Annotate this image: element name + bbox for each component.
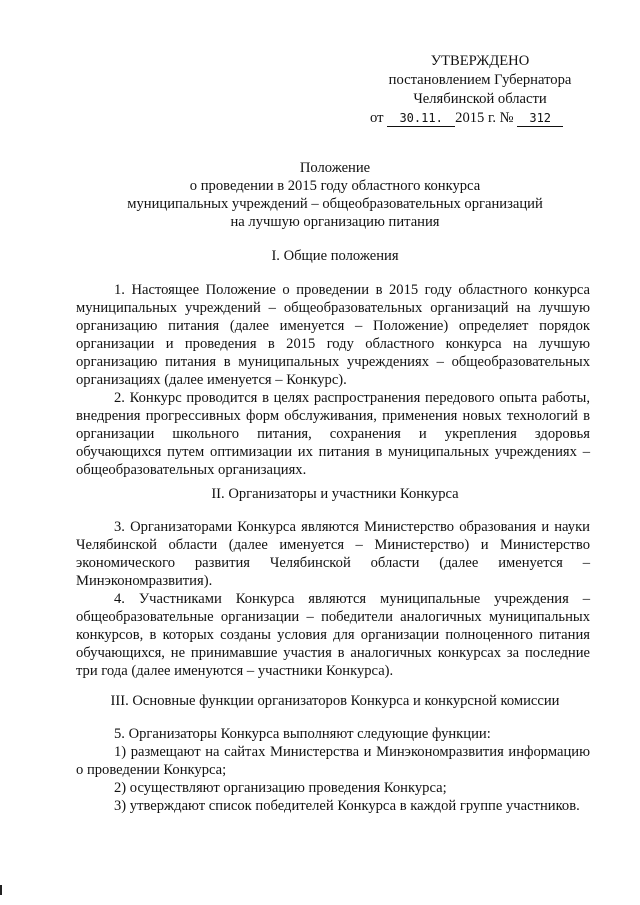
approval-stamp	[360, 52, 600, 128]
scan-edge-mark	[0, 885, 2, 895]
approval-decree-line: постановлением Губернатора	[388, 72, 572, 88]
section-heading-1: I. Общие положения	[271, 248, 399, 264]
approval-date-value: 30.11.	[387, 111, 455, 127]
title-line-3: муниципальных учреждений – общеобразовательных организаций	[127, 196, 543, 212]
document-title	[80, 159, 590, 231]
approval-year-label: 2015 г. №	[455, 110, 514, 126]
approval-date-line	[360, 109, 600, 128]
approval-from-label: от	[370, 110, 384, 126]
section-heading-2: II. Организаторы и участники Конкурса	[211, 486, 459, 502]
title-line-4: на лучшую организацию питания	[230, 214, 440, 230]
paragraph-5-item-2: 2) осуществляют организацию проведения Конкурса;	[114, 780, 447, 796]
approval-number-value: 312	[517, 111, 563, 127]
paragraph-3: 3. Организаторами Конкурса являются Министерство образования и науки Челябинской области (далее именуется – Министерство) и Министерство экономического развития Челябинской области (далее именуется – Минэкономразвития).	[76, 519, 590, 589]
section-body-2	[76, 518, 590, 680]
paragraph-5-item-1: 1) размещают на сайтах Министерства и Минэкономразвития информацию о проведении Конкурса;	[76, 744, 590, 778]
section-heading-3: III. Основные функции организаторов Конкурса и конкурсной комиссии	[110, 693, 560, 709]
paragraph-2: 2. Конкурс проводится в целях распространения передового опыта работы, внедрения прогрессивных форм обслуживания, применения новых технологий в организации школьного питания, сохранения и укрепления здоровья обучающихся путем оптимизации их питания в муниципальных учреждениях – общеобразовательных организациях.	[76, 390, 590, 478]
title-line-1: Положение	[299, 160, 371, 176]
paragraph-4: 4. Участниками Конкурса являются муниципальные учреждения – общеобразовательные организации – победители аналогичных муниципальных конкурсов, в которых созданы условия для организации полноценного питания обучающихся, не принимавшие участия в аналогичных конкурсах за последние три года (далее именуются – участники Конкурса).	[76, 591, 590, 679]
approval-region-line: Челябинской области	[413, 91, 547, 107]
paragraph-5-item-3: 3) утверждают список победителей Конкурса в каждой группе участников.	[114, 798, 580, 814]
paragraph-5: 5. Организаторы Конкурса выполняют следующие функции:	[114, 726, 491, 742]
approval-word: УТВЕРЖДЕНО	[430, 53, 530, 69]
paragraph-1: 1. Настоящее Положение о проведении в 2015 году областного конкурса муниципальных учреждений – общеобразовательных организаций на лучшую организацию питания (далее именуется – Положение) определяет порядок организации и проведения в 2015 году областного конкурса на лучшую организацию питания в муниципальных учреждениях – общеобразовательных организациях (далее именуется – Конкурс).	[76, 282, 590, 388]
section-body-3	[76, 725, 590, 815]
title-line-2: о проведении в 2015 году областного конкурса	[189, 178, 481, 194]
section-body-1	[76, 281, 590, 479]
